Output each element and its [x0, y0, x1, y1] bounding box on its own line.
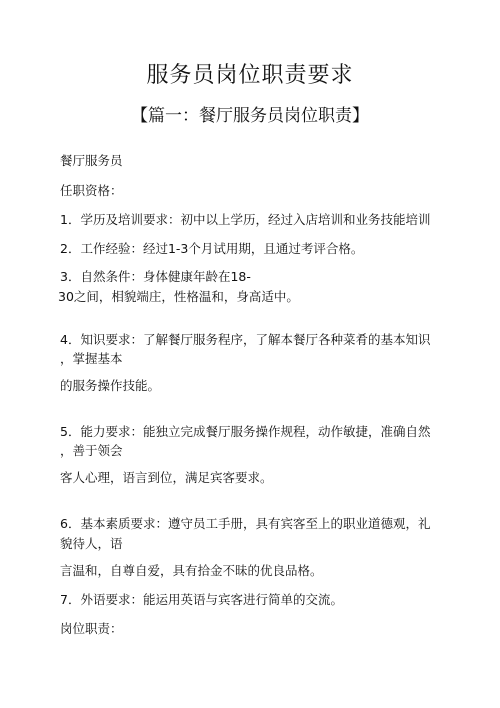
text-line: 1．学历及培训要求：初中以上学历，经过入店培训和业务技能培训 — [60, 212, 431, 227]
text-line: 5．能力要求：能独立完成餐厅服务操作规程，动作敏捷，准确自然 — [60, 424, 431, 439]
text-line: 2．工作经验：经过1-3个月试用期，且通过考评合格。 — [60, 241, 364, 256]
text-line: 任职资格： — [60, 183, 123, 198]
document-subtitle: 【篇一：餐厅服务员岗位职责】 — [131, 106, 369, 126]
text-line: 的服务操作技能。 — [60, 378, 161, 393]
text-line: 客人心理，语言到位，满足宾客要求。 — [60, 470, 273, 485]
text-line: ，掌握基本 — [60, 351, 123, 366]
text-line: 貌待人，语 — [60, 536, 123, 551]
text-line: 6．基本素质要求：遵守员工手册，具有宾客至上的职业道德观，礼 — [60, 516, 431, 531]
text-line: 言温和，自尊自爱，具有拾金不昧的优良品格。 — [60, 563, 323, 578]
text-line: 4．知识要求：了解餐厅服务程序，了解本餐厅各种菜肴的基本知识 — [60, 332, 431, 347]
document-title: 服务员岗位职责要求 — [146, 63, 354, 88]
text-line: 7．外语要求：能运用英语与宾客进行简单的交流。 — [60, 592, 343, 607]
text-line: 3．自然条件：身体健康年龄在18- — [60, 269, 251, 284]
text-line: 岗位职责： — [60, 621, 123, 636]
text-line: ，善于领会 — [60, 443, 123, 458]
text-line: 30之间，相貌端庄，性格温和，身高适中。 — [58, 289, 299, 304]
text-line: 餐厅服务员 — [60, 153, 123, 168]
